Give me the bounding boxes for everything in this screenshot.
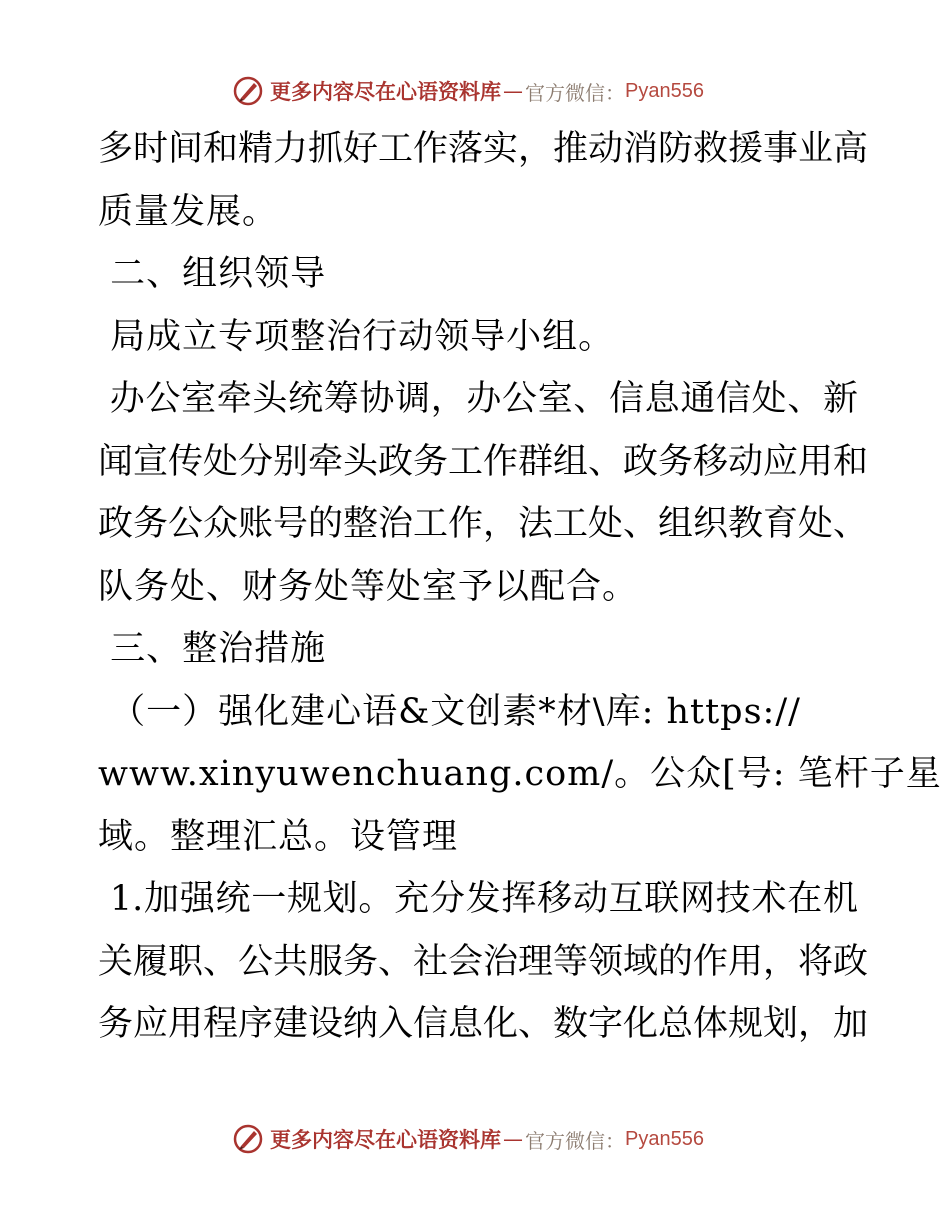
- body-line: 多时间和精力抓好工作落实，推动消防救援事业高: [98, 129, 869, 169]
- section-heading: 三、整治措施: [98, 629, 327, 669]
- body-line: 质量发展。: [98, 191, 279, 232]
- body-line: 1.加强统一规划。充分发挥移动互联网技术在机: [98, 879, 858, 919]
- pen-logo-icon: [232, 75, 264, 107]
- document-body: [98, 118, 942, 1056]
- header-banner-dash: —: [503, 79, 523, 103]
- body-line: 关履职、公共服务、社会治理等领域的作用，将政: [98, 941, 869, 982]
- header-banner-wechat-id: Pyan556: [625, 79, 704, 102]
- footer-banner-wechat-label: 官方微信：: [525, 1128, 625, 1153]
- header-watermark-banner: [232, 74, 704, 108]
- body-line: 队务处、财务处等处室予以配合。: [98, 566, 639, 607]
- footer-banner-title: 更多内容尽在心语资料库: [270, 1127, 501, 1152]
- section-heading: 二、组织领导: [98, 254, 327, 294]
- body-line: 闻宣传处分别牵头政务工作群组、政务移动应用和: [98, 441, 869, 482]
- footer-watermark-banner: [232, 1122, 704, 1156]
- header-banner-wechat-label: 官方微信：: [525, 80, 625, 105]
- body-line: 局成立专项整治行动领导小组。: [98, 316, 615, 357]
- body-line: 务应用程序建设纳入信息化、数字化总体规划，加: [98, 1004, 869, 1044]
- pen-logo-icon: [232, 1123, 264, 1155]
- body-line: www.xinyuwenchuang.com/。公众[号: 笔杆子星: [98, 754, 942, 794]
- footer-banner-dash: —: [503, 1127, 523, 1151]
- body-line: 办公室牵头统筹协调，办公室、信息通信处、新: [98, 379, 858, 419]
- body-line: 政务公众账号的整治工作，法工处、组织教育处、: [98, 504, 869, 544]
- body-line: （一）强化建心语&文创素*材\库: https://: [98, 691, 801, 732]
- header-banner-title: 更多内容尽在心语资料库: [270, 79, 501, 104]
- footer-banner-wechat-id: Pyan556: [625, 1127, 704, 1150]
- body-line: 域。整理汇总。设管理: [98, 816, 459, 857]
